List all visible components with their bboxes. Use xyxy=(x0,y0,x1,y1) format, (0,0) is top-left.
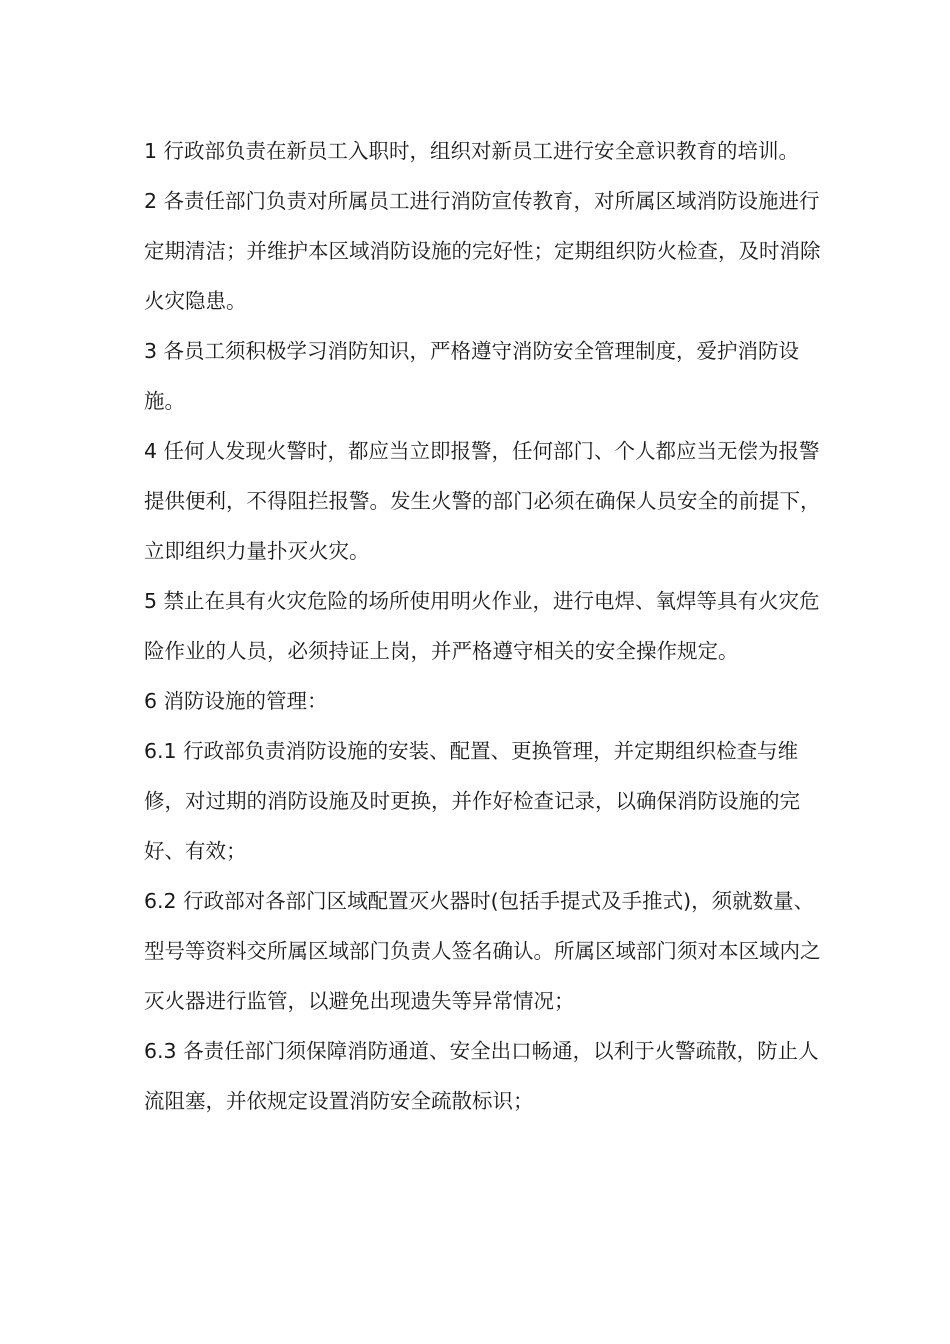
paragraph-6-3: 6.3 各责任部门须保障消防通道、安全出口畅通，以利于火警疏散，防止人流阻塞，并依规定设置消防安全疏散标识； xyxy=(144,1039,819,1113)
section-heading-6: 6 消防设施的管理： xyxy=(144,689,328,713)
document-body xyxy=(144,126,824,1126)
paragraph-5: 5 禁止在具有火灾危险的场所使用明火作业，进行电焊、氧焊等具有火灾危险作业的人员，必须持证上岗，并严格遵守相关的安全操作规定。 xyxy=(144,589,820,663)
paragraph-3: 3 各员工须积极学习消防知识，严格遵守消防安全管理制度，爱护消防设施。 xyxy=(144,339,800,413)
paragraph-2: 2 各责任部门负责对所属员工进行消防宣传教育，对所属区域消防设施进行定期清洁；并维护本区域消防设施的完好性；定期组织防火检查，及时消除火灾隐患。 xyxy=(144,189,821,313)
paragraph-6-2: 6.2 行政部对各部门区域配置灭火器时(包括手提式及手推式)，须就数量、型号等资料交所属区域部门负责人签名确认。所属区域部门须对本区域内之灭火器进行监管，以避免出现遗失等异常情况； xyxy=(144,889,821,1013)
paragraph-6-1: 6.1 行政部负责消防设施的安装、配置、更换管理，并定期组织检查与维修，对过期的消防设施及时更换，并作好检查记录，以确保消防设施的完好、有效； xyxy=(144,739,800,863)
paragraph-4: 4 任何人发现火警时，都应当立即报警，任何部门、个人都应当无偿为报警提供便利，不得阻拦报警。发生火警的部门必须在确保人员安全的前提下，立即组织力量扑灭火灾。 xyxy=(144,439,821,563)
paragraph-1: 1 行政部负责在新员工入职时，组织对新员工进行安全意识教育的培训。 xyxy=(144,139,800,163)
